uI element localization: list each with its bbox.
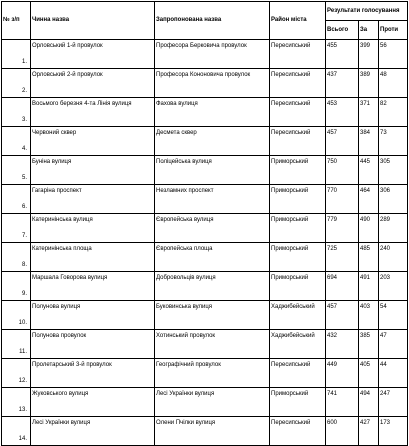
current-name-cell: Орловський 2-й провулок — [31, 69, 155, 98]
total-votes-cell: 455 — [326, 40, 359, 69]
table-row — [2, 127, 408, 156]
current-name-cell: Жуковського вулиця — [31, 388, 155, 417]
current-name-cell: Маршала Говорова вулиця — [31, 272, 155, 301]
proposed-name-cell: Європейська вулиця — [155, 214, 270, 243]
table-row — [2, 40, 408, 69]
total-votes-cell: 457 — [326, 127, 359, 156]
votes-for-cell: 427 — [359, 417, 379, 446]
table-row — [2, 185, 408, 214]
total-votes-cell: 770 — [326, 185, 359, 214]
votes-against-cell: 56 — [379, 40, 408, 69]
table-body — [2, 40, 408, 446]
proposed-name-cell: Поліцейська вулиця — [155, 156, 270, 185]
row-number: 9. — [2, 272, 31, 301]
header-district: Район міста — [270, 2, 326, 40]
header-proposed-name: Запропонована назва — [155, 2, 270, 40]
proposed-name-cell: Добровольців вулиця — [155, 272, 270, 301]
votes-for-cell: 464 — [359, 185, 379, 214]
votes-for-cell: 385 — [359, 330, 379, 359]
current-name-cell: Буніна вулиця — [31, 156, 155, 185]
table-row — [2, 301, 408, 330]
table-row — [2, 388, 408, 417]
table-row — [2, 156, 408, 185]
total-votes-cell: 779 — [326, 214, 359, 243]
proposed-name-cell: Лесі Українки вулиця — [155, 388, 270, 417]
total-votes-cell: 725 — [326, 243, 359, 272]
votes-against-cell: 48 — [379, 69, 408, 98]
current-name-cell: Червоний сквер — [31, 127, 155, 156]
district-cell: Хаджибейський — [270, 301, 326, 330]
table-row — [2, 417, 408, 446]
proposed-name-cell: Професора Кононовича провулок — [155, 69, 270, 98]
proposed-name-cell: Географічний провулок — [155, 359, 270, 388]
current-name-cell: Катеринінська площа — [31, 243, 155, 272]
header-total: Всього — [326, 21, 359, 40]
header-against: Проти — [379, 21, 408, 40]
current-name-cell: Полунова вулиця — [31, 301, 155, 330]
votes-against-cell: 82 — [379, 98, 408, 127]
district-cell: Пересипський — [270, 69, 326, 98]
district-cell: Пересипський — [270, 98, 326, 127]
total-votes-cell: 750 — [326, 156, 359, 185]
votes-against-cell: 203 — [379, 272, 408, 301]
district-cell: Пересипський — [270, 359, 326, 388]
total-votes-cell: 437 — [326, 69, 359, 98]
row-number: 3. — [2, 98, 31, 127]
votes-against-cell: 240 — [379, 243, 408, 272]
row-number: 13. — [2, 388, 31, 417]
current-name-cell: Полунова провулок — [31, 330, 155, 359]
district-cell: Приморський — [270, 272, 326, 301]
votes-against-cell: 289 — [379, 214, 408, 243]
district-cell: Пересипський — [270, 417, 326, 446]
district-cell: Пересипський — [270, 127, 326, 156]
proposed-name-cell: Хотинський провулок — [155, 330, 270, 359]
district-cell: Хаджибейський — [270, 330, 326, 359]
row-number: 4. — [2, 127, 31, 156]
votes-for-cell: 490 — [359, 214, 379, 243]
header-voting-results: Результати голосування — [326, 2, 408, 21]
proposed-name-cell: Буковинська вулиця — [155, 301, 270, 330]
total-votes-cell: 449 — [326, 359, 359, 388]
votes-for-cell: 389 — [359, 69, 379, 98]
votes-against-cell: 54 — [379, 301, 408, 330]
header-current-name: Чинна назва — [31, 2, 155, 40]
current-name-cell: Восьмого березня 4-та Лінія вулиця — [31, 98, 155, 127]
votes-against-cell: 247 — [379, 388, 408, 417]
total-votes-cell: 600 — [326, 417, 359, 446]
row-number: 10. — [2, 301, 31, 330]
district-cell: Приморський — [270, 185, 326, 214]
votes-against-cell: 73 — [379, 127, 408, 156]
proposed-name-cell: Професора Берковича провулок — [155, 40, 270, 69]
header-for: За — [359, 21, 379, 40]
row-number: 8. — [2, 243, 31, 272]
votes-for-cell: 405 — [359, 359, 379, 388]
district-cell: Пересипський — [270, 40, 326, 69]
row-number: 2. — [2, 69, 31, 98]
votes-for-cell: 445 — [359, 156, 379, 185]
votes-for-cell: 485 — [359, 243, 379, 272]
row-number: 14. — [2, 417, 31, 446]
table-row — [2, 272, 408, 301]
table-row — [2, 214, 408, 243]
proposed-name-cell: Незламних проспект — [155, 185, 270, 214]
total-votes-cell: 694 — [326, 272, 359, 301]
row-number: 7. — [2, 214, 31, 243]
votes-for-cell: 384 — [359, 127, 379, 156]
table-row — [2, 69, 408, 98]
votes-against-cell: 305 — [379, 156, 408, 185]
table-row — [2, 243, 408, 272]
row-number: 12. — [2, 359, 31, 388]
proposed-name-cell: Фахова вулиця — [155, 98, 270, 127]
current-name-cell: Пролетарський 3-й провулок — [31, 359, 155, 388]
current-name-cell: Гагаріна проспект — [31, 185, 155, 214]
header-num: № з/п — [2, 2, 31, 40]
table-row — [2, 359, 408, 388]
total-votes-cell: 432 — [326, 330, 359, 359]
row-number: 1. — [2, 40, 31, 69]
votes-for-cell: 399 — [359, 40, 379, 69]
table-row — [2, 98, 408, 127]
district-cell: Приморський — [270, 214, 326, 243]
votes-for-cell: 494 — [359, 388, 379, 417]
votes-for-cell: 371 — [359, 98, 379, 127]
total-votes-cell: 741 — [326, 388, 359, 417]
total-votes-cell: 453 — [326, 98, 359, 127]
renaming-results-table — [1, 1, 408, 446]
district-cell: Приморський — [270, 156, 326, 185]
votes-against-cell: 173 — [379, 417, 408, 446]
votes-for-cell: 491 — [359, 272, 379, 301]
votes-against-cell: 306 — [379, 185, 408, 214]
district-cell: Приморський — [270, 388, 326, 417]
district-cell: Приморський — [270, 243, 326, 272]
votes-for-cell: 403 — [359, 301, 379, 330]
proposed-name-cell: Олени Пчілки вулиця — [155, 417, 270, 446]
proposed-name-cell: Десмета сквер — [155, 127, 270, 156]
row-number: 5. — [2, 156, 31, 185]
row-number: 6. — [2, 185, 31, 214]
proposed-name-cell: Європейська площа — [155, 243, 270, 272]
current-name-cell: Лесі Українки вулиця — [31, 417, 155, 446]
row-number: 11. — [2, 330, 31, 359]
current-name-cell: Катеринінська вулиця — [31, 214, 155, 243]
votes-against-cell: 44 — [379, 359, 408, 388]
votes-against-cell: 47 — [379, 330, 408, 359]
current-name-cell: Орловський 1-й провулок — [31, 40, 155, 69]
table-row — [2, 330, 408, 359]
total-votes-cell: 457 — [326, 301, 359, 330]
